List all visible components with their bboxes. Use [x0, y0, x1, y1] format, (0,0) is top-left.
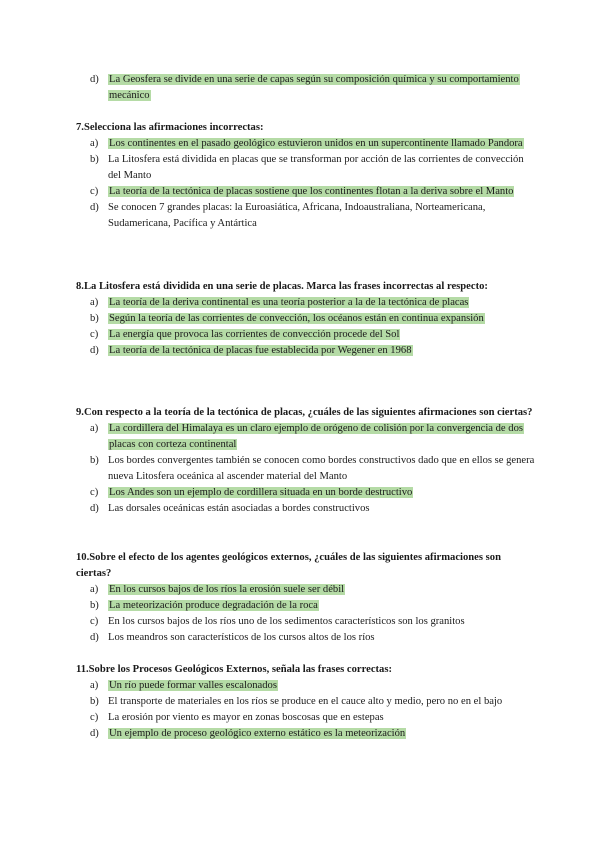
option-text: En los cursos bajos de los ríos la erosión suele ser débil	[109, 584, 345, 595]
option-text: Un río puede formar valles escalonados	[109, 680, 277, 691]
option-label: c)	[90, 712, 99, 723]
option-item	[76, 694, 536, 710]
option-text: Los meandros son característicos de los cursos altos de los ríos	[108, 632, 375, 643]
option-label: d)	[90, 202, 99, 213]
option-label: a)	[90, 584, 99, 595]
option-label: a)	[90, 423, 99, 434]
question-7	[76, 120, 536, 232]
option-item	[76, 726, 536, 742]
option-item	[76, 501, 536, 517]
option-text: La cordillera del Himalaya es un claro ejemplo de orógeno de colisión por la convergencia de dos placas con corteza continental	[109, 423, 523, 450]
option-item	[76, 614, 536, 630]
option-item	[76, 295, 536, 311]
option-label: b)	[90, 696, 99, 707]
option-text: Según la teoría de las corrientes de convección, los océanos están en continua expansión	[109, 313, 484, 324]
option-item	[76, 598, 536, 614]
option-item	[76, 421, 536, 453]
option-item	[76, 453, 536, 485]
question-title: 7.Selecciona las afirmaciones incorrectas:	[76, 122, 264, 133]
option-label: d)	[90, 503, 99, 514]
option-label: d)	[90, 632, 99, 643]
option-text: Las dorsales oceánicas están asociadas a bordes constructivos	[108, 503, 370, 514]
question-title: 8.La Litosfera está dividida en una serie de placas. Marca las frases incorrectas al respecto:	[76, 281, 488, 292]
option-label: d)	[90, 74, 99, 85]
option-item	[76, 311, 536, 327]
option-item	[76, 485, 536, 501]
option-item	[76, 184, 536, 200]
option-label: c)	[90, 186, 99, 197]
option-text: La Litosfera está dividida en placas que se transforman por acción de las corrientes de convección del Manto	[108, 154, 524, 181]
option-text: La meteorización produce degradación de la roca	[109, 600, 318, 611]
carryover-block	[76, 72, 536, 104]
option-label: a)	[90, 680, 99, 691]
option-item	[76, 152, 536, 184]
question-11	[76, 662, 536, 742]
option-item	[76, 678, 536, 694]
option-text: La energía que provoca las corrientes de convección procede del Sol	[109, 329, 400, 340]
option-text: El transporte de materiales en los ríos se produce en el cauce alto y medio, pero no en el bajo	[108, 696, 503, 707]
option-item	[76, 327, 536, 343]
question-10	[76, 550, 536, 646]
option-text: En los cursos bajos de los ríos uno de los sedimentos característicos son los granitos	[108, 616, 465, 627]
option-label: b)	[90, 154, 99, 165]
option-text: La erosión por viento es mayor en zonas boscosas que en estepas	[108, 712, 384, 723]
question-9	[76, 405, 536, 517]
option-text: Se conocen 7 grandes placas: la Euroasiática, Africana, Indoaustraliana, Norteamericana, Sudamericana, Pacífica y Antártica	[108, 202, 486, 229]
option-item	[76, 72, 536, 104]
option-text: Los bordes convergentes también se conocen como bordes constructivos dado que en ellos se genera nueva Litosfera oceánica al ascender material del Manto	[108, 455, 535, 482]
option-item	[76, 630, 536, 646]
question-8	[76, 279, 536, 359]
option-text: Los continentes en el pasado geológico estuvieron unidos en un supercontinente llamado Pandora	[109, 138, 523, 149]
option-label: b)	[90, 600, 99, 611]
option-item	[76, 343, 536, 359]
option-label: b)	[90, 313, 99, 324]
option-label: a)	[90, 138, 99, 149]
option-label: a)	[90, 297, 99, 308]
question-title: 10.Sobre el efecto de los agentes geológicos externos, ¿cuáles de las siguientes afirmaciones son ciertas?	[76, 552, 501, 579]
option-item	[76, 710, 536, 726]
option-text: Un ejemplo de proceso geológico externo estático es la meteorización	[109, 728, 406, 739]
option-item	[76, 200, 536, 232]
option-text: La Geosfera se divide en una serie de capas según su composición química y su comportamiento mecánico	[109, 74, 519, 101]
question-title: 9.Con respecto a la teoría de la tectónica de placas, ¿cuáles de las siguientes afirmaciones son ciertas?	[76, 407, 533, 418]
option-text: Los Andes son un ejemplo de cordillera situada en un borde destructivo	[109, 487, 413, 498]
option-label: d)	[90, 728, 99, 739]
option-item	[76, 136, 536, 152]
option-label: c)	[90, 487, 99, 498]
option-text: La teoría de la tectónica de placas fue establecida por Wegener en 1968	[109, 345, 412, 356]
option-label: d)	[90, 345, 99, 356]
question-title: 11.Sobre los Procesos Geológicos Externos, señala las frases correctas:	[76, 664, 393, 675]
option-label: b)	[90, 455, 99, 466]
option-item	[76, 582, 536, 598]
option-text: La teoría de la tectónica de placas sostiene que los continentes flotan a la deriva sobre el Manto	[109, 186, 514, 197]
option-label: c)	[90, 329, 99, 340]
option-label: c)	[90, 616, 99, 627]
option-text: La teoría de la deriva continental es una teoría posterior a la de la tectónica de placas	[109, 297, 469, 308]
